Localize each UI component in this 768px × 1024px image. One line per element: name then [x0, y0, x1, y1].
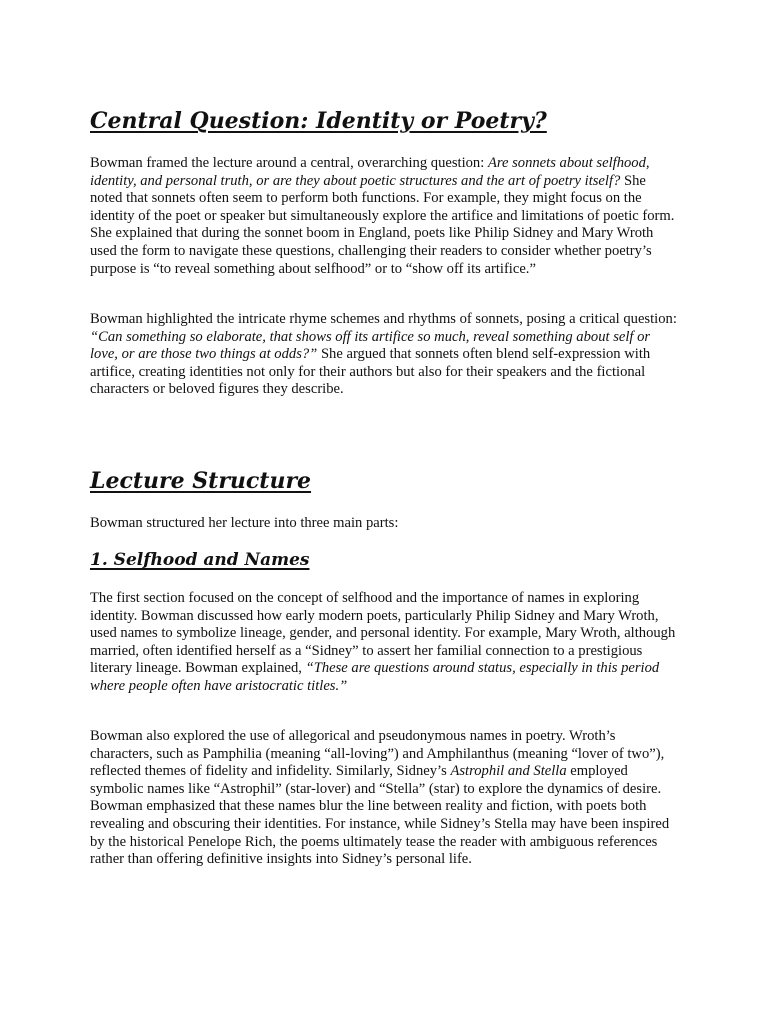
heading-central-question: Central Question: Identity or Poetry?	[90, 108, 547, 134]
p2-text-a: Bowman highlighted the intricate rhyme schemes and rhythms of sonnets, posing a critical question:	[90, 311, 677, 327]
p4-text-a: The first section focused on the concept of selfhood and the importance of names in exploring identity. Bowman discussed how early modern poets, particularly Philip Sidney and Mary Wroth, used names to symbolize lineage, gender, and personal identity. For example, Mary Wroth, although married, often identified herself as a “Sidney” to assert her familial connection to a prestigious literary lineage. Bowman explained,	[90, 590, 676, 677]
paragraph-allegorical-names	[90, 728, 680, 869]
p2-quote: “Can something so elaborate, that shows off its artifice so much, reveal something about self or love, or are those two things at odds?”	[90, 328, 651, 363]
heading-lecture-structure: Lecture Structure	[90, 468, 312, 494]
heading-selfhood-names: 1. Selfhood and Names	[90, 550, 310, 570]
p1-text-a: Bowman framed the lecture around a central, overarching question:	[90, 155, 488, 171]
p2-text-c: She argued that sonnets often blend self-expression with artifice, creating identities not only for their authors but also for their speakers and the fictional characters or beloved figures they describe.	[90, 346, 651, 398]
p5-text-c: employed symbolic names like “Astrophil” (star-lover) and “Stella” (star) to explore the dynamics of desire. Bowman emphasized that these names blur the line between reality and fiction, with poets both revealing and obscuring their identities. For instance, while Sidney’s Stella may have been inspired by the historical Penelope Rich, the poems ultimately tease the reader with ambiguous references rather than offering definitive insights into Sidney’s personal life.	[90, 763, 670, 868]
p4-quote: “These are questions around status, especially in this period where people often have aristocratic titles.”	[90, 660, 660, 694]
p5-title: Astrophil and Stella	[450, 763, 567, 780]
paragraph-three-parts: Bowman structured her lecture into three main parts:	[90, 515, 399, 531]
paragraph-central-question	[90, 155, 680, 278]
p1-quote: Are sonnets about selfhood, identity, and personal truth, or are they about poetic structures and the art of poetry itself?	[90, 155, 650, 189]
paragraph-rhyme-schemes	[90, 311, 680, 399]
p1-text-c: She noted that sonnets often seem to perform both functions. For example, they might focus on the identity of the poet or speaker but simultaneously explore the artifice and limitations of poetic form. She explained that during the sonnet boom in England, poets like Philip Sidney and Mary Wroth used the form to navigate these questions, challenging their readers to consider whether poetry’s purpose is “to reveal something about selfhood” or to “show off its artifice.”	[90, 172, 675, 277]
p5-text-a: Bowman also explored the use of allegorical and pseudonymous names in poetry. Wroth’s characters, such as Pamphilia (meaning “all-loving”) and Amphilanthus (meaning “lover of two”), reflected themes of fidelity and infidelity. Similarly, Sidney’s	[90, 728, 665, 780]
paragraph-selfhood	[90, 590, 680, 696]
